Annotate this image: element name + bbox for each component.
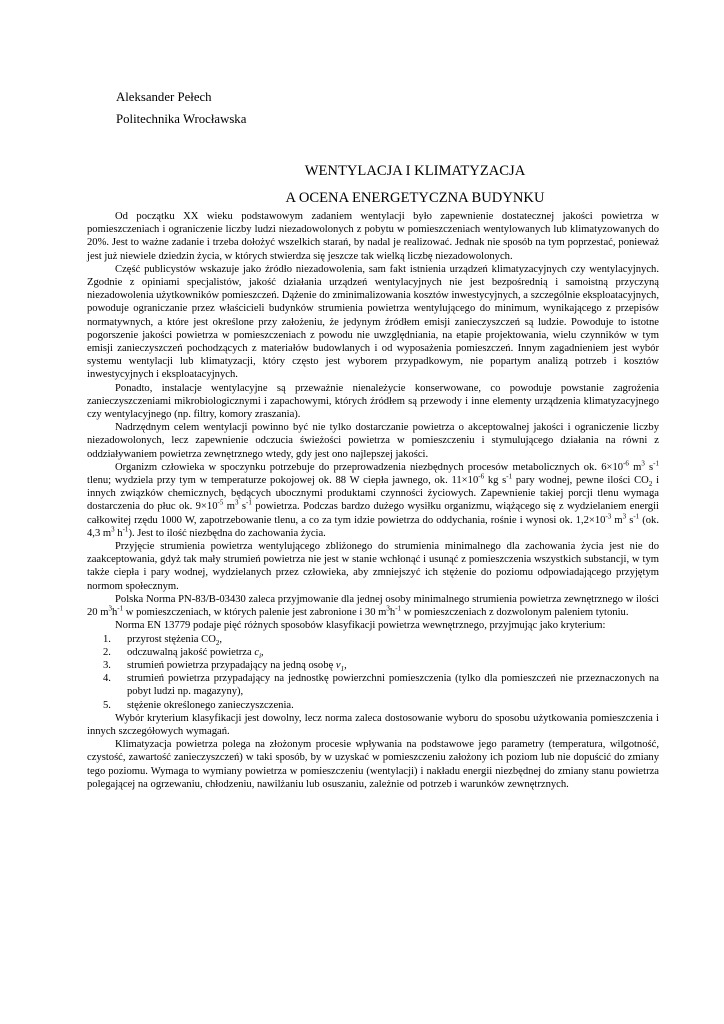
list-item: 1. przyrost stężenia $CO_2$, xyxy=(103,633,222,647)
author-affiliation: Politechnika Wrocławska xyxy=(116,112,247,126)
document-body xyxy=(87,210,659,791)
list-item: 2. odczuwalną jakość powietrza $c_i$, xyxy=(103,646,264,660)
paragraph-4: Nadrzędnym celem wentylacji powinno być nie tylko dostarczanie powietrza o akceptowalnej jakości i ograniczenie liczby niezadowolonych, lecz zapewnienie odczucia świeżości powietrza w pomieszczeniu i stymulującego działania na równi z oddziaływaniem powietrza zewnętrznego wtedy, gdy jest ono najlepszej jakości. xyxy=(87,422,659,460)
list-item: 5. stężenie określonego zanieczyszczenia. xyxy=(103,699,294,711)
paragraph-2: Część publicystów wskazuje jako źródło niezadowolenia, sam fakt istnienia urządzeń klimatyzacyjnych czy wentylacyjnych. Zgodnie z opiniami specjalistów, jakość działania urządzeń wentylacyjnych nie jest bezpośrednią i samoistną przyczyną niezadowolenia użytkowników pomieszczeń. Dążenie do zminimalizowania kosztów inwestycyjnych, a szczególnie eksploatacyjnych, powoduje ograniczanie przez właścicieli budynków strumienia powietrza wentylującego do minimum, wynikającego z przepisów normatywnych, a które jest określone przy założeniu, że jedynym źródłem emisji zanieczyszczeń są ludzie. Powoduje to istotne pogorszenie jakości powietrza w pomieszczeniach z powodu nie uwzględniania, na etapie projektowania, wielu czynników w tym emisji zanieczyszczeń pochodzących z materiałów budowlanych i od wyposażenia pomieszczeń. Innym zagadnieniem jest wybór systemu wentylacji lub klimatyzacji, który często jest wyborem przypadkowym, nie popartym analizą potrzeb i kosztów inwestycyjnych i eksploatacyjnych. xyxy=(87,263,659,381)
paragraph-5: Organizm człowieka w spoczynku potrzebuje do przeprowadzenia niezbędnych procesów metabolicznych ok. $6\times 10^{-6}$ $m^3$ $s^{-1}$ tlenu; wydziela przy tym w temperaturze pokojowej ok. 88 W ciepła jawnego, ok. $11\times 10^{-6}$ kg $s^{-1}$ pary wodnej, pewne ilości $CO_2$ i innych związków chemicznych, będących ubocznymi produktami czynności życiowych. Zapewnienie takiej porcji tlenu wymaga dostarczenia do płuc ok. $9\times 10^{-5}$ $m^3$ $s^{-1}$ powietrza. Podczas bardzo dużego wysiłku organizmu, wiążącego się z wydzielaniem energii całkowitej rzędu 1000 W, zapotrzebowanie tlenu, a co za tym idzie powietrza do oddychania, rośnie i wynosi ok. $1,2\times 10^{-3}$ $m^3$ $s^{-1}$ (ok. 4,3 $m^3$ $h^{-1}$). Jest to ilość niezbędna do zachowania życia. xyxy=(87,459,660,539)
list-item: 4. strumień powietrza przypadający na jednostkę powierzchni pomieszczenia (tylko dla pomieszczeń nie przeznaczonych na pobyt ludzi np. magazyny), xyxy=(103,673,659,698)
criteria-list xyxy=(87,633,659,712)
paragraph-10: Klimatyzacja powietrza polega na złożonym procesie wpływania na podstawowe jego parametry (temperatura, wilgotność, czystość, zawartość zanieczyszczeń) w taki sposób, by w uzyskać w pomieszczeniu założony ich poziom lub nie dopuścić do zmiany tego poziomu. Wymaga to wymiany powietrza w pomieszczeniu (wentylacji) i nakładu energii niezbędnej do zmiany stanu powietrza polegającej na ogrzewaniu, chłodzeniu, nawilżaniu lub osuszaniu, zależnie od potrzeb i warunków zewnętrznych. xyxy=(87,739,659,790)
paragraph-8: Norma EN 13779 podaje pięć różnych sposobów klasyfikacji powietrza wewnętrznego, przyjmując jako kryterium: xyxy=(115,620,606,632)
paragraph-7: Polska Norma PN-83/B-03430 zaleca przyjmowanie dla jednej osoby minimalnego strumienia powietrza zewnętrznego w ilości 20 $m^3h^{-1}$ w pomieszczeniach, w których palenie jest zabronione i 30 $m^3h^{-1}$ w pomieszczeniach z dozwolonym paleniem tytoniu. xyxy=(87,593,659,619)
paragraph-1: Od początku XX wieku podstawowym zadaniem wentylacji było zapewnienie dostatecznej jakości powietrza w pomieszczeniach i ograniczenie liczby ludzi niezadowolonych z pobytu w pomieszczeniach wentylowanych lub klimatyzowanych do 20%. Jest to ważne zadanie i trzeba dołożyć wszelkich starań, by nadal je realizować. Jednak nie sposób na tym poprzestać, ponieważ jest już niewiele dziedzin życia, w których stwierdza się jeszcze tak wielką liczbę niezadowolonych. xyxy=(87,211,659,262)
paragraph-9: Wybór kryterium klasyfikacji jest dowolny, lecz norma zaleca dostosowanie wyboru do sposobu użytkowania pomieszczenia i innych szczegółowych wymagań. xyxy=(87,712,659,737)
author-name: Aleksander Pełech xyxy=(116,90,212,104)
title-line-1: WENTYLACJA I KLIMATYZACJA xyxy=(304,163,526,179)
paragraph-3: Ponadto, instalacje wentylacyjne są przeważnie nienależycie konserwowane, co powoduje powstanie zagrożenia zanieczyszczeniami mikrobiologicznymi i zapachowymi, których źródłem są przewody i inne elementy urządzenia klimatyzacyjnego czy wentylacyjnego (np. filtry, komory zraszania). xyxy=(87,382,659,421)
list-item: 3. strumień powietrza przypadający na jedną osobę $v_1$, xyxy=(103,659,347,674)
title-line-2: A OCENA ENERGETYCZNA BUDYNKU xyxy=(285,190,545,206)
paragraph-6: Przyjęcie strumienia powietrza wentylującego zbliżonego do strumienia minimalnego dla zachowania życia jest nie do zaakceptowania, gdyż tak mały strumień powietrza nie jest w stanie wchłonąć i usunąć z pomieszczenia wszystkich substancji, w tym także ciepła i pary wodnej, wydzielanych przez człowieka, aby zmniejszyć ich stężenie do poziomu odpowiadającego przyjętym normom społecznym. xyxy=(87,541,659,592)
